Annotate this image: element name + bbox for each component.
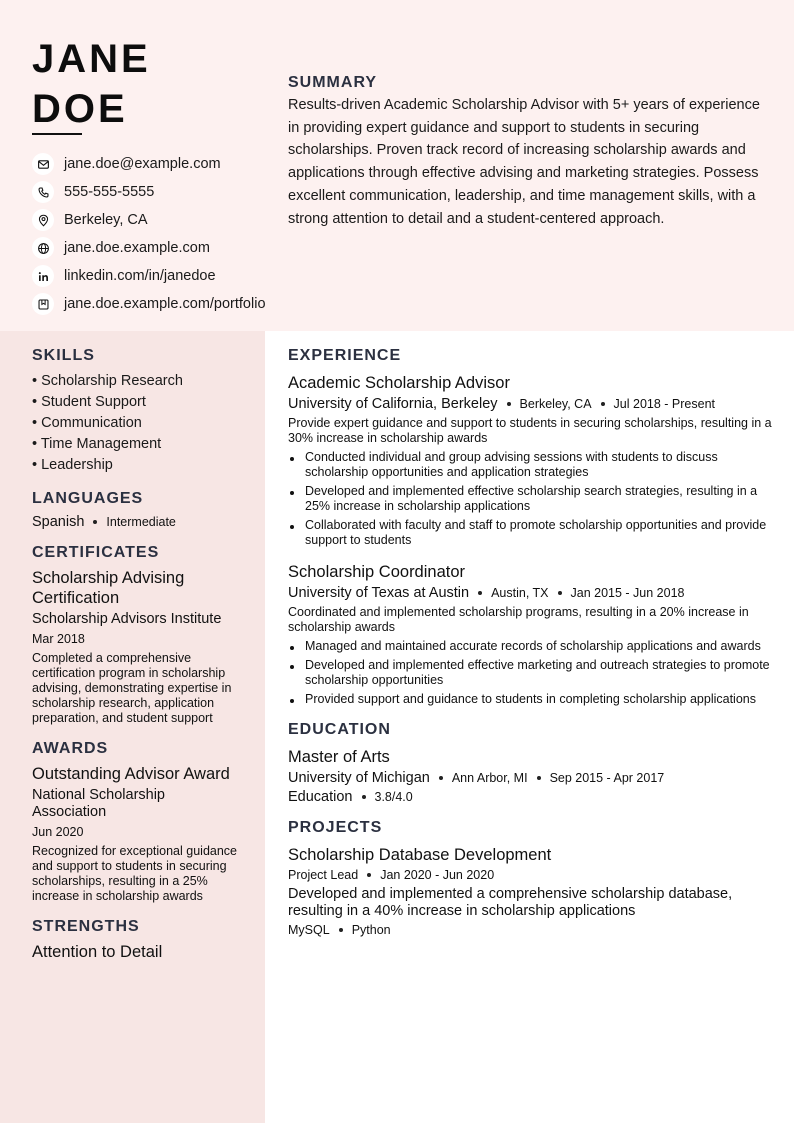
job-bullet: Conducted individual and group advising sessions with students to discuss scholarship opportunities and application strategies	[288, 450, 773, 480]
job-bullet: Collaborated with faculty and staff to promote scholarship opportunities and provide support to students	[288, 518, 773, 548]
strengths-heading: STRENGTHS	[32, 918, 140, 935]
separator-dot	[93, 520, 97, 524]
portfolio-text: jane.doe.example.com/portfolio	[64, 296, 266, 312]
project-meta	[288, 868, 773, 882]
experience-section	[288, 347, 773, 707]
project-description: Developed and implemented a comprehensive scholarship database, resulting in a 40% increase in scholarship applications	[288, 886, 733, 919]
award-description: Recognized for exceptional guidance and support to students in securing scholarships, resulting in a 25% increase in scholarship awards	[32, 844, 237, 903]
separator-dot	[507, 402, 511, 406]
job-dates: Jul 2018 - Present	[613, 397, 715, 411]
certificates-section	[32, 544, 237, 726]
globe-icon	[32, 237, 54, 259]
school-location: Ann Arbor, MI	[451, 771, 528, 785]
education-field-row	[288, 789, 773, 805]
education-section	[288, 721, 773, 805]
job-description: Provide expert guidance and support to students in securing scholarships, resulting in a 30% increase in scholarship awards	[288, 416, 772, 445]
degree-name: Master of Arts	[288, 748, 390, 766]
email-text: jane.doe@example.com	[64, 156, 221, 172]
skills-heading: SKILLS	[32, 347, 95, 364]
awards-heading: AWARDS	[32, 740, 109, 757]
location-pin-icon	[32, 209, 54, 231]
contact-website[interactable]	[32, 234, 282, 262]
certificates-heading: CERTIFICATES	[32, 544, 160, 561]
separator-dot	[601, 402, 605, 406]
education-dates: Sep 2015 - Apr 2017	[549, 771, 665, 785]
language-level: Intermediate	[106, 515, 176, 529]
skill-item: • Student Support	[32, 394, 146, 410]
contact-portfolio[interactable]	[32, 290, 282, 318]
separator-dot	[339, 928, 343, 932]
certificate-date: Mar 2018	[32, 632, 85, 646]
skill-item: • Scholarship Research	[32, 373, 183, 389]
linkedin-icon	[32, 265, 54, 287]
job-description: Coordinated and implemented scholarship programs, resulting in a 20% increase in scholarship awards	[288, 605, 749, 634]
separator-dot	[367, 873, 371, 877]
languages-section	[32, 490, 237, 530]
job-meta	[288, 585, 773, 601]
linkedin-text: linkedin.com/in/janedoe	[64, 268, 216, 284]
summary-text: Results-driven Academic Scholarship Advisor with 5+ years of experience in providing expert guidance and support to students in securing scholarships. Proven track record of increasing scholarship awards and applications through effective advising and marketing strategies. Possess excellent communication, leadership, and time management skills, with a strong attention to detail and a student-centered approach.	[288, 97, 760, 227]
certificate-issuer: Scholarship Advisors Institute	[32, 611, 222, 627]
job-bullet: Developed and implemented effective marketing and outreach strategies to promote scholarship opportunities	[288, 658, 773, 688]
award-name: Outstanding Advisor Award	[32, 765, 230, 783]
contact-list	[32, 150, 282, 318]
job-company: University of California, Berkeley	[288, 396, 498, 412]
strengths-section	[32, 918, 237, 962]
separator-dot	[558, 591, 562, 595]
phone-text: 555-555-5555	[64, 184, 155, 200]
job-meta	[288, 396, 773, 412]
project-tool: MySQL	[288, 923, 330, 937]
mail-icon	[32, 153, 54, 175]
contact-email[interactable]	[32, 150, 282, 178]
separator-dot	[362, 795, 366, 799]
skills-section	[32, 347, 237, 476]
separator-dot	[439, 776, 443, 780]
sidebar	[32, 347, 237, 976]
school-name: University of Michigan	[288, 770, 430, 786]
education-gpa: 3.8/4.0	[374, 790, 413, 804]
certificate-name: Scholarship Advising Certification	[32, 569, 185, 607]
award-date: Jun 2020	[32, 825, 84, 839]
certificate-description: Completed a comprehensive certification program in scholarship advising, demonstrating expertise in scholarship research, application preparation, and student support	[32, 651, 232, 725]
project-role: Project Lead	[288, 868, 359, 882]
education-field: Education	[288, 789, 353, 805]
job-bullet: Provided support and guidance to students in completing scholarship applications	[288, 692, 773, 707]
education-meta	[288, 770, 773, 786]
summary-heading: SUMMARY	[288, 74, 378, 91]
job-bullet: Developed and implemented effective scholarship search strategies, resulting in a 25% increase in scholarship applications	[288, 484, 773, 514]
contact-phone[interactable]	[32, 178, 282, 206]
website-text: jane.doe.example.com	[64, 240, 210, 256]
projects-section	[288, 819, 773, 937]
job-bullets	[288, 450, 773, 548]
award-issuer: National Scholarship Association	[32, 787, 165, 820]
skill-item: • Communication	[32, 415, 142, 431]
main-content	[288, 347, 773, 951]
phone-icon	[32, 181, 54, 203]
project-dates: Jan 2020 - Jun 2020	[380, 868, 495, 882]
job-location: Berkeley, CA	[519, 397, 592, 411]
job-entry	[288, 373, 773, 548]
education-heading: EDUCATION	[288, 721, 391, 738]
project-tools	[288, 923, 773, 937]
experience-heading: EXPERIENCE	[288, 347, 402, 364]
first-name: JANE	[32, 37, 151, 81]
contact-linkedin[interactable]	[32, 262, 282, 290]
job-dates: Jan 2015 - Jun 2018	[570, 586, 685, 600]
strength-item: Attention to Detail	[32, 943, 163, 961]
job-title: Scholarship Coordinator	[288, 563, 466, 581]
summary-section	[288, 74, 763, 230]
job-company: University of Texas at Austin	[288, 585, 470, 601]
candidate-name	[32, 34, 151, 134]
last-name: DOE	[32, 87, 128, 131]
projects-heading: PROJECTS	[288, 819, 383, 836]
name-divider	[32, 133, 82, 135]
portfolio-icon	[32, 293, 54, 315]
project-name: Scholarship Database Development	[288, 846, 552, 864]
language-item	[32, 514, 237, 530]
skill-item: • Time Management	[32, 436, 162, 452]
location-text: Berkeley, CA	[64, 212, 148, 228]
separator-dot	[478, 591, 482, 595]
awards-section	[32, 740, 237, 904]
languages-heading: LANGUAGES	[32, 490, 144, 507]
skill-item: • Leadership	[32, 457, 113, 473]
separator-dot	[537, 776, 541, 780]
job-title: Academic Scholarship Advisor	[288, 374, 510, 392]
job-location: Austin, TX	[491, 586, 549, 600]
project-tool: Python	[351, 923, 391, 937]
contact-location	[32, 206, 282, 234]
job-bullet: Managed and maintained accurate records of scholarship applications and awards	[288, 639, 773, 654]
job-entry	[288, 562, 773, 707]
job-bullets	[288, 639, 773, 707]
language-name: Spanish	[32, 514, 85, 530]
